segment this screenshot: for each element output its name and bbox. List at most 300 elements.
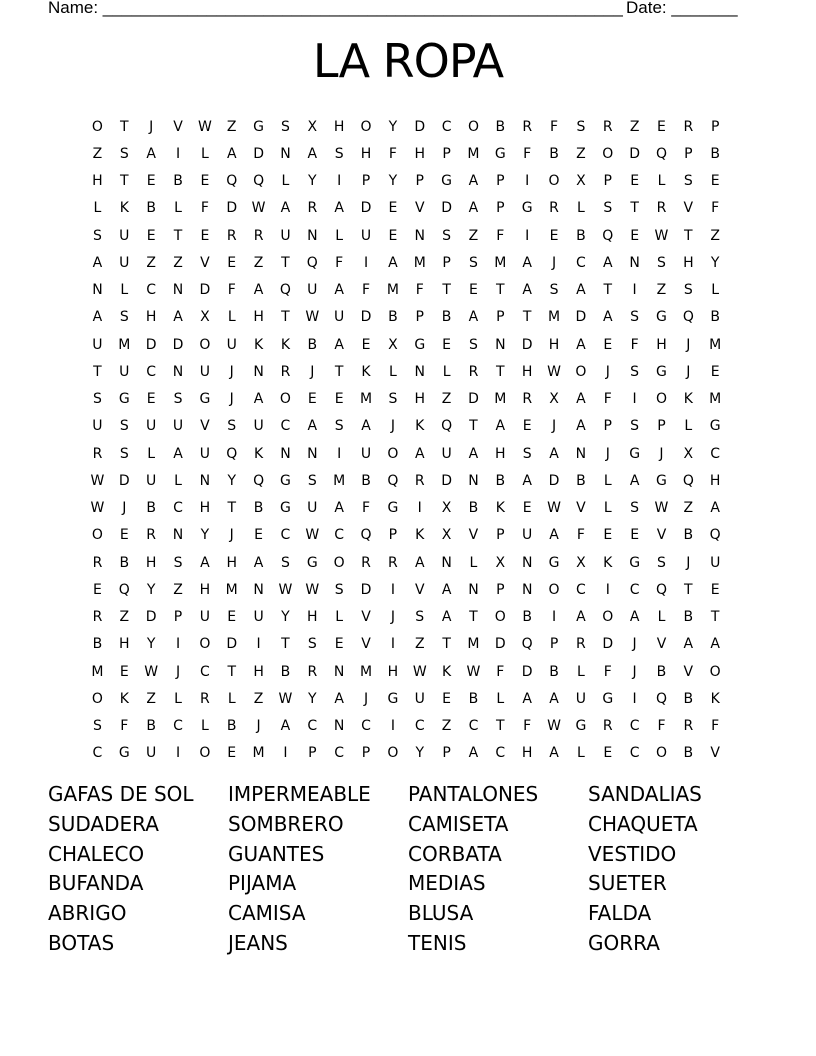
grid-letter: A bbox=[576, 609, 586, 626]
header bbox=[48, 0, 768, 20]
grid-letter: T bbox=[469, 609, 478, 626]
grid-letter: E bbox=[522, 500, 532, 517]
grid-letter: S bbox=[388, 391, 398, 408]
grid-letter: W bbox=[197, 118, 212, 135]
grid-letter: G bbox=[280, 500, 291, 517]
grid-letter: S bbox=[469, 336, 478, 353]
grid-letter: A bbox=[549, 690, 559, 707]
grid-letter: B bbox=[710, 145, 720, 162]
grid-letter: U bbox=[360, 445, 372, 462]
grid-letter: A bbox=[629, 609, 640, 626]
grid-letter: N bbox=[495, 336, 506, 353]
grid-letter: J bbox=[256, 718, 261, 735]
grid-letter: T bbox=[281, 309, 290, 326]
grid-letter: R bbox=[307, 663, 318, 680]
grid-letter: A bbox=[468, 309, 479, 326]
grid-letter: D bbox=[360, 200, 372, 217]
grid-letter: F bbox=[200, 200, 209, 217]
grid-letter: B bbox=[253, 500, 264, 517]
grid-letter: O bbox=[199, 745, 211, 762]
grid-letter: S bbox=[415, 609, 425, 626]
grid-letter: C bbox=[173, 500, 183, 517]
grid-letter: C bbox=[629, 581, 640, 598]
grid-letter: I bbox=[175, 145, 181, 162]
grid-letter: J bbox=[551, 418, 557, 435]
grid-letter: Z bbox=[629, 118, 640, 135]
grid-letter: G bbox=[441, 173, 453, 190]
grid-letter: Q bbox=[360, 527, 372, 544]
grid-letter: W bbox=[547, 363, 561, 380]
grid-letter: D bbox=[629, 145, 640, 162]
grid-letter: U bbox=[334, 309, 345, 326]
grid-letter: L bbox=[227, 309, 236, 326]
grid-letter: C bbox=[414, 718, 425, 735]
grid-letter: A bbox=[280, 200, 291, 217]
grid-letter: B bbox=[549, 145, 559, 162]
grid-letter: V bbox=[361, 609, 371, 626]
grid-letter: U bbox=[441, 445, 452, 462]
grid-letter: V bbox=[710, 745, 720, 762]
grid-letter: Z bbox=[253, 690, 264, 707]
grid-letter: U bbox=[199, 363, 210, 380]
grid-letter: N bbox=[521, 554, 533, 571]
grid-letter: S bbox=[307, 636, 317, 653]
word-list-item: SUDADERA bbox=[48, 811, 159, 836]
grid-letter: O bbox=[494, 609, 506, 626]
grid-letter: U bbox=[146, 745, 157, 762]
grid-letter: A bbox=[307, 145, 318, 162]
grid-letter: E bbox=[442, 336, 452, 353]
grid-letter: L bbox=[93, 200, 102, 217]
grid-letter: A bbox=[334, 200, 344, 217]
grid-letter: O bbox=[602, 145, 614, 162]
grid-letter: P bbox=[496, 309, 505, 326]
grid-letter: P bbox=[442, 145, 451, 162]
grid-letter: X bbox=[441, 527, 452, 544]
grid-letter: N bbox=[172, 527, 184, 544]
grid-letter: B bbox=[441, 309, 452, 326]
grid-letter: S bbox=[683, 282, 693, 299]
grid-letter: E bbox=[630, 227, 640, 244]
grid-letter: S bbox=[119, 445, 129, 462]
grid-letter: H bbox=[683, 254, 694, 271]
grid-letter: J bbox=[122, 500, 127, 517]
grid-letter: V bbox=[576, 500, 586, 517]
grid-letter: F bbox=[711, 718, 720, 735]
grid-letter: F bbox=[496, 663, 505, 680]
grid-letter: O bbox=[91, 690, 103, 707]
grid-letter: R bbox=[92, 609, 103, 626]
grid-letter: R bbox=[307, 200, 318, 217]
grid-letter: K bbox=[280, 336, 291, 353]
grid-letter: O bbox=[575, 363, 587, 380]
grid-letter: W bbox=[466, 663, 481, 680]
grid-letter: F bbox=[388, 145, 397, 162]
grid-letter: C bbox=[441, 118, 452, 135]
grid-letter: I bbox=[605, 581, 610, 598]
grid-letter: Y bbox=[308, 690, 317, 707]
grid-letter: H bbox=[414, 145, 425, 162]
grid-letter: U bbox=[172, 418, 184, 435]
grid-letter: S bbox=[522, 445, 532, 462]
word-list-item: ABRIGO bbox=[48, 901, 127, 926]
grid-letter: D bbox=[226, 200, 238, 217]
grid-letter: H bbox=[307, 609, 318, 626]
grid-letter: N bbox=[172, 363, 184, 380]
grid-letter: O bbox=[91, 118, 103, 135]
grid-letter: Y bbox=[388, 118, 398, 135]
grid-letter: H bbox=[253, 663, 264, 680]
grid-letter: O bbox=[333, 554, 345, 571]
grid-letter: O bbox=[709, 663, 721, 680]
grid-letter: K bbox=[119, 200, 129, 217]
grid-letter: S bbox=[469, 254, 478, 271]
grid-letter: I bbox=[632, 282, 637, 299]
grid-letter: U bbox=[253, 609, 264, 626]
grid-letter: C bbox=[334, 745, 345, 762]
grid-letter: X bbox=[549, 391, 559, 408]
grid-letter: O bbox=[279, 391, 291, 408]
grid-letter: K bbox=[415, 418, 425, 435]
grid-letter: F bbox=[550, 118, 559, 135]
grid-letter: N bbox=[521, 581, 533, 598]
grid-letter: V bbox=[200, 254, 210, 271]
grid-letter: R bbox=[576, 636, 586, 653]
grid-letter: E bbox=[388, 227, 398, 244]
grid-letter: S bbox=[630, 418, 640, 435]
word-list-item: MEDIAS bbox=[408, 871, 486, 896]
grid-letter: G bbox=[306, 554, 318, 571]
grid-letter: P bbox=[496, 200, 505, 217]
grid-letter: U bbox=[199, 609, 210, 626]
grid-letter: Z bbox=[576, 145, 586, 162]
grid-letter: D bbox=[253, 145, 264, 162]
grid-letter: W bbox=[305, 309, 320, 326]
grid-letter: B bbox=[388, 309, 398, 326]
grid-letter: I bbox=[256, 636, 261, 653]
grid-letter: C bbox=[710, 445, 721, 462]
grid-letter: E bbox=[334, 636, 344, 653]
word-list-item: GAFAS DE SOL bbox=[48, 782, 194, 806]
word-list-item: FALDA bbox=[588, 901, 652, 926]
grid-letter: U bbox=[119, 227, 130, 244]
grid-letter: A bbox=[334, 500, 344, 517]
grid-letter: A bbox=[468, 173, 479, 190]
grid-letter: H bbox=[387, 663, 399, 680]
grid-letter: L bbox=[603, 472, 612, 489]
grid-letter: M bbox=[118, 336, 131, 353]
grid-letter: R bbox=[92, 445, 103, 462]
grid-letter: D bbox=[521, 663, 533, 680]
grid-letter: O bbox=[91, 527, 103, 544]
grid-letter: X bbox=[307, 118, 318, 135]
grid-letter: H bbox=[199, 581, 211, 598]
grid-letter: T bbox=[496, 363, 505, 380]
grid-letter: H bbox=[495, 445, 506, 462]
grid-letter: L bbox=[442, 363, 451, 380]
grid-letter: C bbox=[495, 745, 506, 762]
grid-letter: P bbox=[710, 118, 720, 135]
grid-letter: K bbox=[253, 336, 264, 353]
grid-letter: J bbox=[686, 363, 691, 380]
grid-letter: Z bbox=[173, 581, 183, 598]
word-list-item: IMPERMEABLE bbox=[228, 782, 371, 806]
word-list-item: TENIS bbox=[408, 930, 467, 955]
word-list-item: GORRA bbox=[588, 930, 660, 955]
grid-row bbox=[84, 331, 729, 358]
word-list-item: BLUSA bbox=[408, 901, 474, 926]
grid-letter: V bbox=[683, 663, 694, 680]
grid-letter: N bbox=[307, 227, 318, 244]
grid-letter: M bbox=[547, 309, 561, 326]
grid-letter: T bbox=[442, 282, 451, 299]
grid-letter: J bbox=[390, 609, 395, 626]
grid-letter: A bbox=[307, 418, 318, 435]
grid-letter: N bbox=[575, 445, 587, 462]
grid-letter: I bbox=[632, 391, 637, 408]
grid-letter: A bbox=[549, 745, 559, 762]
grid-letter: S bbox=[227, 418, 237, 435]
grid-letter: B bbox=[522, 609, 532, 626]
grid-letter: J bbox=[229, 391, 234, 408]
grid-letter: Q bbox=[655, 145, 667, 162]
grid-letter: U bbox=[307, 500, 318, 517]
grid-letter: D bbox=[360, 581, 372, 598]
grid-letter: Y bbox=[388, 173, 398, 190]
grid-letter: G bbox=[118, 745, 130, 762]
date-field-label: Date: _______ bbox=[626, 0, 738, 17]
grid-letter: B bbox=[92, 636, 103, 653]
grid-letter: U bbox=[146, 418, 157, 435]
grid-letter: B bbox=[576, 227, 586, 244]
grid-letter: X bbox=[441, 500, 452, 517]
grid-letter: L bbox=[174, 690, 182, 707]
grid-letter: F bbox=[335, 254, 344, 271]
grid-letter: P bbox=[388, 527, 398, 544]
word-list-item: CAMISA bbox=[228, 901, 306, 926]
grid-letter: A bbox=[280, 718, 291, 735]
grid-letter: J bbox=[632, 636, 637, 653]
grid-letter: L bbox=[576, 663, 585, 680]
grid-letter: E bbox=[119, 527, 129, 544]
grid-letter: S bbox=[307, 472, 317, 489]
grid-letter: P bbox=[549, 636, 559, 653]
grid-letter: J bbox=[229, 363, 234, 380]
grid-letter: S bbox=[334, 581, 344, 598]
grid-letter: C bbox=[92, 745, 103, 762]
grid-letter: K bbox=[361, 363, 371, 380]
grid-letter: E bbox=[119, 663, 129, 680]
grid-letter: D bbox=[548, 472, 560, 489]
grid-letter: Z bbox=[146, 690, 156, 707]
grid-letter: S bbox=[92, 718, 102, 735]
grid-letter: A bbox=[549, 527, 559, 544]
grid-letter: M bbox=[252, 745, 265, 762]
grid-letter: R bbox=[280, 363, 291, 380]
grid-letter: K bbox=[253, 445, 264, 462]
grid-letter: T bbox=[603, 282, 613, 299]
grid-letter: U bbox=[92, 336, 103, 353]
grid-letter: E bbox=[710, 363, 720, 380]
grid-letter: L bbox=[657, 609, 666, 626]
grid-letter: J bbox=[659, 445, 664, 462]
grid-letter: Z bbox=[226, 118, 237, 135]
grid-letter: I bbox=[632, 690, 637, 707]
grid-letter: Z bbox=[441, 718, 452, 735]
grid-letter: L bbox=[227, 690, 236, 707]
grid-letter: I bbox=[551, 609, 557, 626]
word-list-item: BUFANDA bbox=[48, 871, 144, 896]
grid-letter: P bbox=[496, 527, 505, 544]
grid-letter: Z bbox=[683, 500, 694, 517]
grid-letter: S bbox=[334, 418, 344, 435]
grid-letter: L bbox=[711, 282, 720, 299]
grid-letter: V bbox=[173, 118, 183, 135]
grid-letter: B bbox=[656, 663, 667, 680]
grid-letter: D bbox=[575, 309, 587, 326]
grid-letter: H bbox=[253, 309, 264, 326]
grid-letter: Q bbox=[655, 581, 667, 598]
grid-letter: U bbox=[280, 227, 291, 244]
grid-letter: H bbox=[145, 554, 157, 571]
grid-letter: H bbox=[521, 363, 533, 380]
grid-letter: U bbox=[146, 472, 157, 489]
grid-letter: Y bbox=[281, 609, 290, 626]
grid-letter: N bbox=[280, 445, 291, 462]
grid-letter: B bbox=[683, 745, 694, 762]
grid-letter: E bbox=[227, 254, 237, 271]
grid-letter: N bbox=[441, 554, 452, 571]
grid-row bbox=[84, 113, 729, 140]
grid-letter: S bbox=[683, 173, 693, 190]
grid-letter: P bbox=[361, 173, 371, 190]
grid-letter: S bbox=[549, 282, 559, 299]
grid-letter: N bbox=[414, 227, 425, 244]
grid-letter: G bbox=[548, 554, 560, 571]
grid-letter: H bbox=[92, 173, 103, 190]
word-list-item: CORBATA bbox=[408, 841, 502, 866]
grid-letter: A bbox=[495, 418, 506, 435]
grid-letter: R bbox=[92, 554, 103, 571]
grid-letter: A bbox=[92, 309, 103, 326]
grid-letter: A bbox=[629, 472, 640, 489]
grid-letter: B bbox=[683, 690, 694, 707]
grid-letter: B bbox=[468, 500, 479, 517]
grid-letter: A bbox=[361, 418, 371, 435]
grid-letter: T bbox=[173, 227, 183, 244]
grid-letter: A bbox=[468, 200, 479, 217]
grid-letter: U bbox=[119, 254, 130, 271]
grid-letter: A bbox=[522, 472, 532, 489]
grid-letter: Q bbox=[253, 472, 265, 489]
grid-letter: B bbox=[307, 336, 318, 353]
grid-letter: S bbox=[334, 145, 344, 162]
grid-letter: A bbox=[683, 636, 694, 653]
grid-letter: T bbox=[684, 581, 693, 598]
grid-letter: G bbox=[280, 472, 291, 489]
grid-letter: F bbox=[657, 718, 666, 735]
grid-letter: B bbox=[146, 500, 156, 517]
grid-letter: B bbox=[495, 118, 506, 135]
grid-letter: C bbox=[146, 363, 157, 380]
grid-letter: G bbox=[629, 445, 641, 462]
grid-letter: A bbox=[334, 336, 344, 353]
grid-letter: D bbox=[468, 391, 479, 408]
grid-letter: E bbox=[93, 581, 102, 598]
grid-letter: A bbox=[602, 309, 613, 326]
grid-letter: L bbox=[120, 282, 129, 299]
grid-letter: O bbox=[467, 118, 479, 135]
grid-letter: Q bbox=[521, 636, 533, 653]
grid-row bbox=[84, 658, 729, 685]
grid-letter: I bbox=[390, 636, 395, 653]
grid-letter: D bbox=[199, 282, 211, 299]
grid-letter: F bbox=[120, 718, 129, 735]
grid-letter: H bbox=[119, 636, 130, 653]
grid-letter: W bbox=[305, 527, 320, 544]
grid-letter: M bbox=[467, 636, 480, 653]
grid-letter: O bbox=[655, 391, 667, 408]
grid-letter: S bbox=[603, 200, 613, 217]
grid-letter: I bbox=[283, 745, 288, 762]
grid-letter: W bbox=[547, 500, 561, 517]
grid-row bbox=[84, 631, 729, 658]
grid-letter: W bbox=[654, 500, 669, 517]
grid-letter: C bbox=[199, 663, 210, 680]
grid-letter: B bbox=[146, 718, 156, 735]
grid-letter: G bbox=[118, 391, 130, 408]
grid-letter: N bbox=[307, 445, 318, 462]
grid-letter: T bbox=[469, 418, 478, 435]
grid-letter: F bbox=[630, 336, 639, 353]
grid-letter: Q bbox=[226, 173, 238, 190]
grid-row bbox=[84, 277, 729, 304]
grid-letter: Z bbox=[173, 254, 183, 271]
grid-letter: Y bbox=[308, 173, 317, 190]
grid-letter: A bbox=[576, 391, 586, 408]
grid-letter: E bbox=[630, 527, 640, 544]
grid-row bbox=[84, 495, 729, 522]
grid-letter: S bbox=[92, 391, 102, 408]
grid-letter: X bbox=[576, 173, 586, 190]
grid-letter: C bbox=[146, 282, 157, 299]
grid-letter: Q bbox=[387, 472, 399, 489]
grid-letter: M bbox=[709, 391, 722, 408]
grid-letter: N bbox=[92, 282, 103, 299]
grid-letter: Y bbox=[415, 745, 425, 762]
grid-row bbox=[84, 358, 729, 385]
grid-letter: E bbox=[603, 527, 613, 544]
word-search-grid bbox=[84, 113, 729, 767]
grid-letter: J bbox=[605, 445, 610, 462]
grid-letter: W bbox=[278, 581, 293, 598]
grid-row bbox=[84, 685, 729, 712]
grid-letter: N bbox=[333, 663, 345, 680]
grid-letter: U bbox=[414, 690, 425, 707]
grid-letter: C bbox=[307, 718, 318, 735]
grid-letter: K bbox=[603, 554, 613, 571]
grid-letter: E bbox=[146, 173, 156, 190]
grid-letter: D bbox=[414, 118, 426, 135]
grid-letter: A bbox=[334, 282, 344, 299]
grid-letter: B bbox=[576, 472, 586, 489]
grid-letter: E bbox=[603, 336, 613, 353]
grid-letter: M bbox=[386, 282, 399, 299]
grid-letter: S bbox=[173, 391, 183, 408]
grid-letter: Y bbox=[146, 636, 156, 653]
grid-letter: M bbox=[333, 472, 346, 489]
grid-letter: Y bbox=[710, 254, 720, 271]
